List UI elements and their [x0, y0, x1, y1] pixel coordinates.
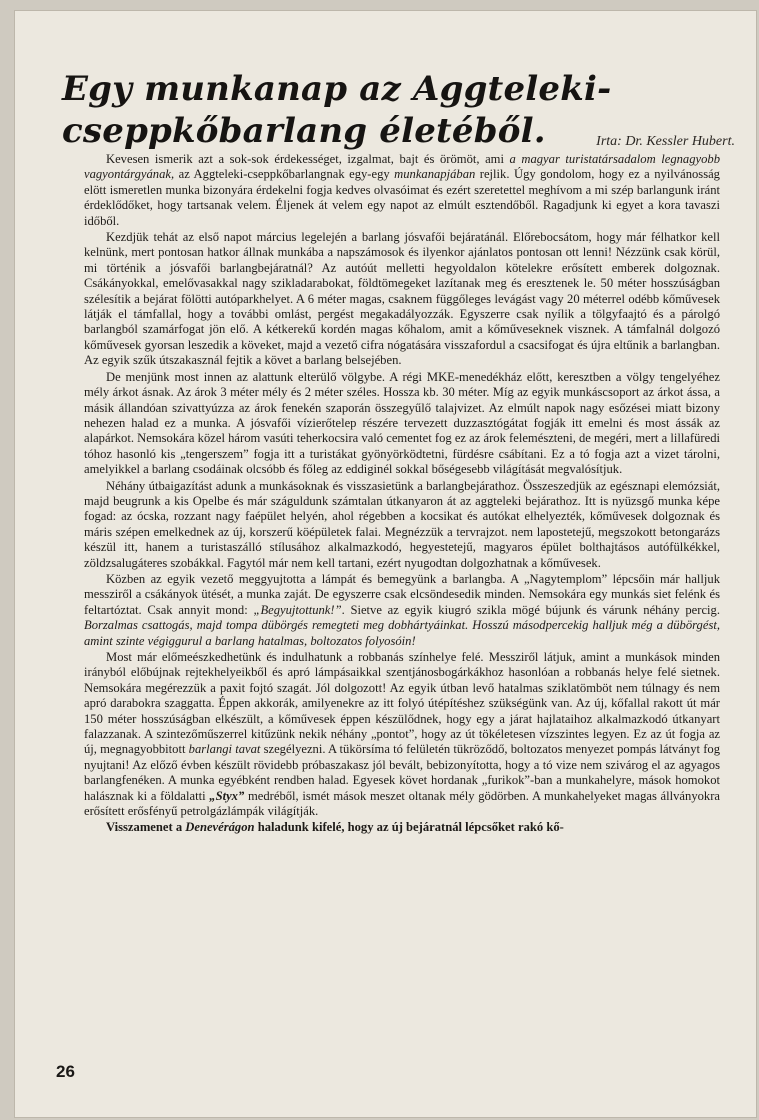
text-run: rejlik. Úgy gondolom, hogy ez a nyilvánosság elött ismeretlen munka bizonyára érdekelni fogja kedves olvasóimat és ezért szeretettel meghívom a mi szép barlangunk iránt érdeklődőket, hogy tartsanak velem. Éljenek át velem egy napot az elmúlt esztendőből. Ragadjunk ki egyet a kora tavaszi időből. — [84, 167, 720, 228]
paragraph — [84, 650, 720, 819]
text-run: Néhány útbaigazítást adunk a munkásoknak és visszasietünk a barlangbejárathoz. Összeszedjük az egésznapi elemózsiát, majd beugrunk a kis Opelbe és már száguldunk számtalan útkanyaron át az aggteleki bejárathoz. Itt is nyüzsgő munka képe fogad: az ócska, rozzant nagy faépület helyén, ahol régebben a kocsikat és autókat elhelyezték, kőművesek dolgoznak és máris szépen emelkednek az új, korszerű köépületek falai. Megnézzük a tervrajzot. nem lapostetejű, megszokott betongarázs készül itt, hanem a turistaszálló stílusához alkalmazkodó, hegyestetejű, magyaros épület bolthajtásos autófülkékkel, zöldzsalugáteres szobákkal. Fagytól már nem kell tartani, ezért nyugodtan dolgozhatnak a kőművesek. — [84, 478, 720, 570]
page-number: 26 — [56, 1062, 75, 1081]
emphasis-text: „Begyujtottunk!” — [253, 602, 342, 617]
byline: Irta: Dr. Kessler Hubert. — [596, 134, 735, 149]
text-run: szegélyezni. A tükörsíma tó felületén tükröződő, boltozatos menyezet pompás látványt fog nyujtani! Az előző évben készült rövidebb próbaszakasz jól bevált, bebizonyította, hogy a tó vize nem szivárog el az agyagos barlangfenéken. A munka egyébként rendben halad. Egyesek követ hordanak „furikok”-ban a munkahelyre, mások homokot halásznak ki a földalatti — [84, 742, 721, 803]
text-run: az Aggteleki-cseppkőbarlangnak egy-egy — [174, 167, 395, 182]
emphasis-text: Denevérágon — [185, 820, 255, 835]
emphasis-text: barlangi tavat — [188, 742, 261, 757]
text-run: Kezdjük tehát az első napot március legelején a barlang jósvafői bejáratánál. Előrebocsátom, hogy már félhatkor kell kelnünk, mert pontosan hatkor állnak munkába a napszámosok és ilyenkor ajánlatos pontosan ott lenni! Nézzünk csak körül, mi történik a jósvafői barlangbejáratnál? Az autóút melletti hegyoldalon kötelekre erősített emberek dolgoznak. Csákányokkal, emelővasakkal nagy szikladarabokat, földtömegeket lazítanak meg és eresztenek le. 50 méter hosszúságban szélesítik a bejárat fölötti autóparkhelyet. A 6 méter magas, csaknem függőleges levágást vagy 20 méterrel odébb kőművesek látják el támfallal, hogy a további omlást, pergést megakadályozzák. Egyszerre csak nyílik a tölgyfaajtó és a párolgó barlangból szamárfogat jön elő. A kétkerekű kordén magas kőhalom, amit a kőműveseknek visznek. A támfalnál dolgozó kőművesek gyorsan leszedik a köveket, majd a vezető cifra nógatására visszafordul a csacsifogat és újra eltűnik a barlangban. Az egyik szűk útszakasznál fejtik a követ a barlang belsejében. — [84, 230, 720, 368]
text-run: Közben az egyik vezető meggyujtotta a lámpát és bemegyünk a barlangba. A „Nagytemplom” lépcsőin már halljuk messziről a csákányok ütését, a munka zaját. De egyszerre csak elcsöndesedik minden. Nemsokára egy munkás siet felénk és feltartóztat. Csak annyit mond: — [84, 571, 720, 617]
paragraph — [84, 370, 720, 478]
text-run: . Sietve az egyik kiugró szikla mögé bújunk és várunk néhány percig. — [341, 602, 720, 617]
bold-text: Visszamenet a — [106, 820, 186, 835]
bold-italic-text — [209, 789, 244, 803]
paragraph — [84, 152, 720, 229]
paragraph — [84, 572, 720, 649]
emphasis-text: Borzalmas csattogás, majd tompa dübörgés remegteti meg dobhártyáinkat. Hosszú másodpercekig halljuk még a dübörgést, amint szinte végiggurul a barlang hatalmas, boltozatos folyosóin! — [84, 618, 720, 648]
text-run: medréből, ismét mások meszet oltanak mély gödörben. A munkahelyeket magas állványokra erősített erősfényű petrolgázlámpák világítják. — [84, 788, 720, 819]
emphasis-text: „Styx” — [209, 788, 245, 803]
bold-text: haladunk kifelé, hogy az új bejáratnál lépcsőket rakó kő- — [254, 820, 564, 835]
text-run: Kevesen ismerik azt a sok-sok érdekességet, izgalmat, bajt és örömöt, ami — [106, 152, 510, 166]
article-title: Egy munkanap az Aggteleki-cseppkőbarlang életéből. — [62, 69, 612, 151]
paragraph — [84, 820, 720, 835]
text-run: De menjünk most innen az alattunk elterülő völgybe. A régi MKE-menedékház előtt, keresztben a völgy tengelyéhez mély árkot ásnak. Az árok 3 méter mély és 2 méter széles. Hossza kb. 30 méter. Míg az egyik munkáscsoport az árkot ássa, a másik állandóan szivattyúzza az árok fenekén szaporán összegyűlő talajvizet. Az elmúlt napok nagy esőzései miatt bizony nehezen halad ez a munka. A jósvafői vízierőtelep részére tervezett duzzasztógátat fogják itt emelni és most ássák az alapárkot. Nemsokára közel három vasúti teherkocsira való cementet fog ez az árok felemészteni, de megéri, mert a lillafüredi tóhoz hasonló kis „tengerszem” fogja itt a turistákat gyönyörködtetni, fürdésre csábítani. Ez a tó fogja azt a vizet tárolni, amelyikkel a barlang csodáinak olcsóbb és főleg az eddiginél sokkal bőségesebb világítását megvalósítjuk. — [84, 369, 720, 477]
text-run: Most már előmeészkedhetünk és indulhatunk a robbanás színhelye felé. Messziről látjuk, amint a munkások minden irányból előbújnak rejtekhelyeikből és apró lámpásaikkal szentjánosbogárkákhoz hasonlóan a robbanás helye felé sietnek. Nemsokára megérezzük a paxit fojtó szagát. Jól dolgozott! Az egyik útban levő hatalmas sziklatömböt nem túlnagy és nem apró darabokra szaggatta. Éppen akkorák, amilyenekre az itt folyó útépítéshez szükségünk van. Az új, kőfallal rakott út már 150 méter hosszúságban elkészült, a kőművesek éppen készülődnek, hogy egy a járat hajlataihoz alkalmazkodó útkanyart falazzanak. A szintezőműszerrel kitűzünk nekik néhány „pontot”, hogy az út tökéletesen vízszintes legyen. Ez az út fogja az új, megnagyobbitott — [84, 650, 720, 757]
emphasis-text: a magyar turistatársadalom legnagyobb vagyontárgyának, — [84, 152, 720, 182]
paragraph — [84, 479, 720, 571]
page — [14, 10, 757, 1118]
article-body — [84, 152, 720, 836]
emphasis-text: munkanapjában — [394, 167, 476, 182]
bold-italic-text — [185, 820, 254, 834]
paragraph — [84, 230, 720, 369]
